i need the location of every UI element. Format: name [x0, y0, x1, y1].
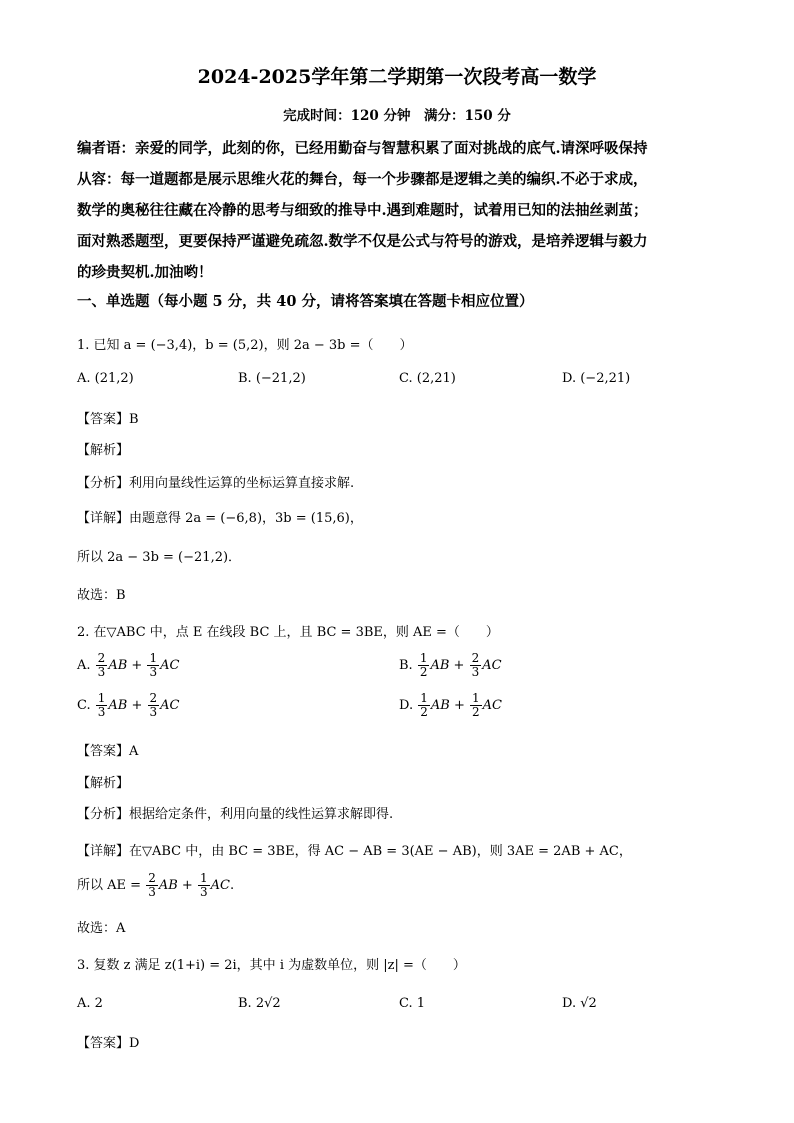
page-title: 2024-2025学年第二学期第一次段考高一数学	[197, 66, 597, 88]
q1-answer: 【答案】B	[77, 412, 139, 427]
q3-stem: 3. 复数 z 满足 z(1+i) = 2i，其中 i 为虚数单位，则 |z| =（ ）	[77, 958, 466, 973]
q1-fenxi: 【分析】利用向量线性运算的坐标运算直接求解.	[77, 476, 355, 491]
q2-choice: 故选：A	[77, 921, 126, 936]
q2-option-b: B. $\frac{1}{2}$ AB + $\frac{2}{3}$ AC	[399, 651, 502, 679]
q2-answer: 【答案】A	[77, 744, 139, 759]
q3-option-c: C. 1	[399, 996, 426, 1011]
q2-option-a: A. $\frac{2}{3}$ AB + $\frac{1}{3}$ AC	[77, 651, 180, 679]
q2-analysis-label: 【解析】	[77, 776, 130, 791]
q2-option-c-label: C.	[77, 698, 91, 713]
editor-note	[77, 133, 717, 288]
q2-option-d-label: D.	[399, 698, 414, 713]
q1-option-b: B. (−21,2)	[238, 371, 306, 386]
q2-xiangjie: 【详解】在▽ABC 中，由 BC = 3BE，得 AC − AB = 3(AE − AB)，则 3AE = 2AB + AC，	[77, 844, 632, 859]
q2-option-c: C. $\frac{1}{3}$ AB + $\frac{2}{3}$ AC	[77, 691, 180, 719]
q2-conclusion-prefix: 所以 AE =	[77, 878, 142, 893]
q2-option-b-label: B.	[399, 658, 413, 673]
q1-stem: 1. 已知 a = (−3,4)，b = (5,2)，则 2a − 3b =（ ）	[77, 338, 413, 353]
editor-note-line: 数学的奥秘往往藏在冷静的思考与细致的推导中.遇到难题时，试着用已知的法抽丝剥茧；	[77, 202, 648, 219]
q3-option-d: D. √2	[562, 996, 597, 1011]
q2-fenxi: 【分析】根据给定条件，利用向量的线性运算求解即得.	[77, 807, 394, 822]
exam-info: 完成时间：120 分钟 满分：150 分	[283, 108, 511, 124]
q2-stem: 2. 在▽ABC 中，点 E 在线段 BC 上，且 BC = 3BE，则 AE =（ ）	[77, 625, 499, 640]
q1-conclusion: 所以 2a − 3b = (−21,2)．	[77, 550, 242, 565]
editor-note-line: 的珍贵契机.加油哟！	[77, 264, 213, 281]
editor-note-line: 编者语：亲爱的同学，此刻的你，已经用勤奋与智慧积累了面对挑战的底气.请深呼吸保持	[77, 140, 648, 157]
q3-option-b: B. 2√2	[238, 996, 281, 1011]
q3-answer: 【答案】D	[77, 1036, 140, 1051]
q1-option-d: D. (−2,21)	[562, 371, 631, 386]
q2-option-a-label: A.	[77, 658, 91, 673]
section-heading: 一、单选题（每小题 5 分，共 40 分，请将答案填在答题卡相应位置）	[77, 293, 534, 310]
q3-option-a: A. 2	[77, 996, 103, 1011]
q1-analysis-label: 【解析】	[77, 443, 130, 458]
q1-choice: 故选：B	[77, 588, 126, 603]
q1-option-a: A. (21,2)	[77, 371, 134, 386]
q2-conclusion: 所以 AE = $\frac{2}{3}$ AB + $\frac{1}{3}$ AC.	[77, 871, 235, 899]
editor-note-line: 面对熟悉题型，更要保持严谨避免疏忽.数学不仅是公式与符号的游戏，是培养逻辑与毅力	[77, 233, 648, 250]
editor-note-line: 从容：每一道题都是展示思维火花的舞台，每一个步骤都是逻辑之美的编织.不必于求成，	[77, 171, 648, 188]
q1-xiangjie: 【详解】由题意得 2a = (−6,8)，3b = (15,6)，	[77, 511, 363, 526]
q2-option-d: D. $\frac{1}{2}$ AB + $\frac{1}{2}$ AC	[399, 691, 502, 719]
q1-option-c: C. (2,21)	[399, 371, 456, 386]
